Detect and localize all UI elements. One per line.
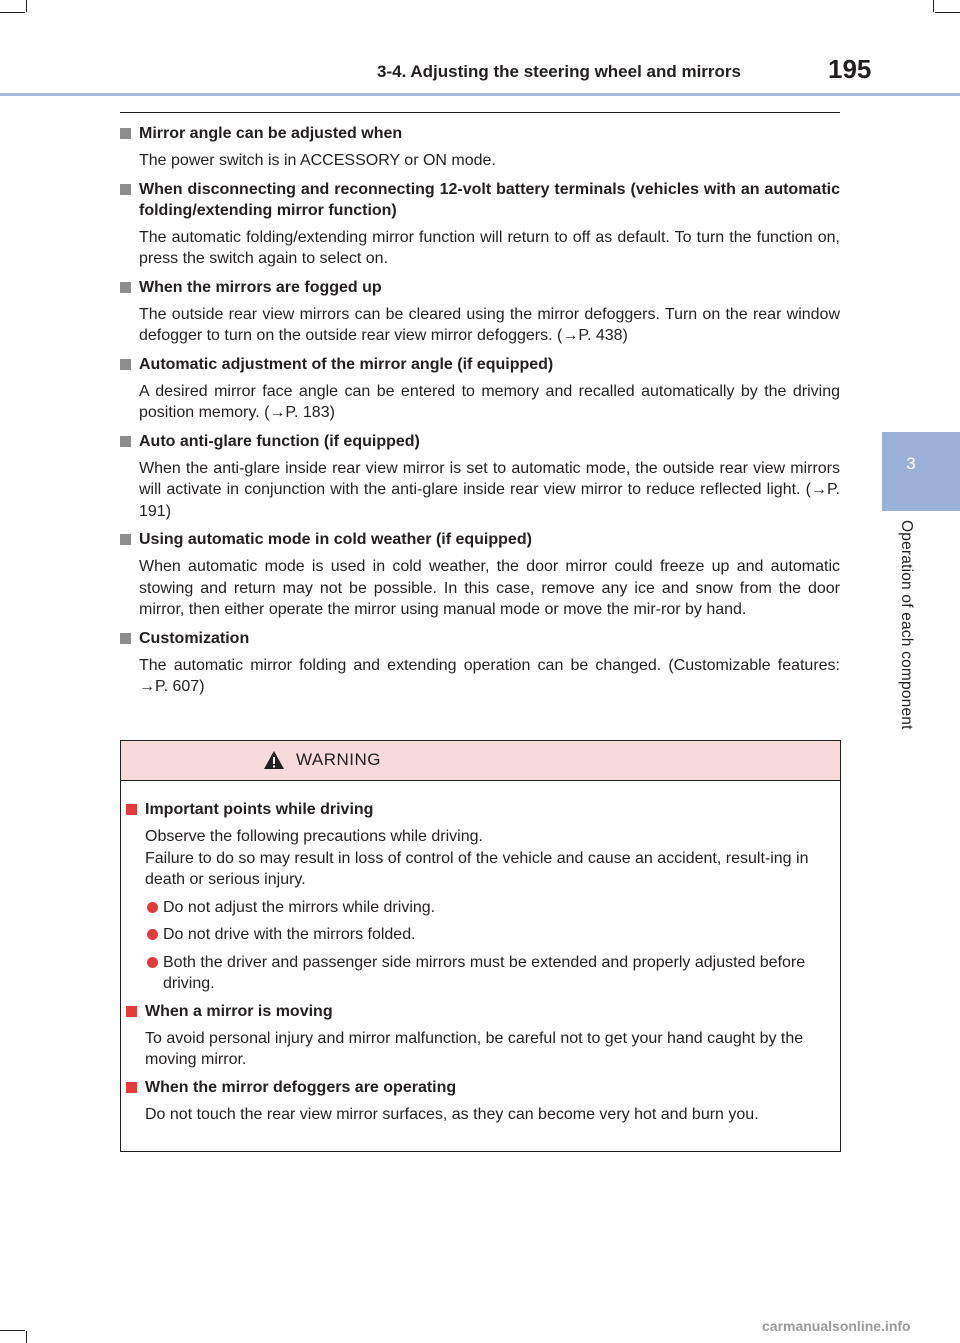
section — [120, 354, 840, 424]
warning-text: Do not touch the rear view mirror surfaces, as they can become very hot and burn you. — [145, 1105, 759, 1123]
warning-heading: When the mirror defoggers are operating — [126, 1077, 832, 1098]
chapter-tab — [882, 432, 960, 511]
square-bullet-icon — [120, 128, 131, 139]
crop-mark — [935, 12, 960, 13]
warning-title: WARNING — [296, 750, 382, 769]
crop-mark — [26, 0, 27, 12]
section — [120, 529, 840, 621]
square-bullet-icon — [120, 184, 131, 195]
warning-body — [121, 781, 840, 1125]
chapter-label: Operation of each component — [898, 520, 915, 730]
crop-mark — [26, 1331, 27, 1343]
warning-bullet: Do not drive with the mirrors folded. — [126, 924, 832, 946]
section-body: When automatic mode is used in cold weather, the door mirror could freeze up and automatic stowing and return may not be possible. In this case, remove any ice and snow from the door mirror, then either operate the mirror using manual mode or move the mir-ror by hand. — [139, 558, 840, 618]
warning-header — [121, 741, 840, 781]
warning-bullet: Both the driver and passenger side mirrors must be extended and properly adjusted before driving. — [126, 952, 832, 995]
section-body: A desired mirror face angle can be entered to memory and recalled automatically by the driving position memory. (→P. 183) — [139, 382, 840, 421]
square-bullet-icon — [120, 633, 131, 644]
watermark: carmanualsonline.info — [762, 1318, 911, 1334]
crop-mark — [0, 1330, 25, 1331]
crop-mark — [933, 0, 934, 12]
square-bullet-icon — [126, 804, 137, 815]
section-body: The power switch is in ACCESSORY or ON mode. — [139, 152, 496, 169]
round-bullet-icon — [147, 957, 158, 968]
section-heading: Auto anti-glare function (if equipped) — [120, 431, 840, 452]
section-heading: Mirror angle can be adjusted when — [120, 123, 840, 144]
top-rule — [120, 112, 840, 113]
section — [120, 431, 840, 523]
square-bullet-icon — [120, 359, 131, 370]
section — [120, 277, 840, 347]
section-heading: When disconnecting and reconnecting 12-volt battery terminals (vehicles with an automatic folding/extending mirror function) — [120, 179, 840, 221]
warning-text: To avoid personal injury and mirror malfunction, be careful not to get your hand caught by the moving mirror. — [145, 1029, 804, 1068]
round-bullet-icon — [147, 902, 158, 913]
warning-bullet: Do not adjust the mirrors while driving. — [126, 897, 832, 919]
warning-box — [120, 740, 841, 1152]
page-number: 195 — [828, 54, 872, 84]
section-body: The automatic folding/extending mirror function will return to off as default. To turn the function on, press the switch again to select on. — [139, 228, 840, 267]
warning-text: Observe the following precautions while driving. — [145, 828, 483, 845]
square-bullet-icon — [120, 534, 131, 545]
section-body: The outside rear view mirrors can be cleared using the mirror defoggers. Turn on the rear window defogger to turn on the outside rear view mirror defoggers. (→P. 438) — [139, 305, 840, 344]
warning-heading: Important points while driving — [126, 799, 832, 820]
square-bullet-icon — [120, 282, 131, 293]
main-content — [120, 123, 840, 705]
chapter-number: 3 — [906, 454, 916, 473]
warning-triangle-icon — [263, 750, 285, 770]
round-bullet-icon — [147, 929, 158, 940]
section — [120, 628, 840, 698]
square-bullet-icon — [120, 436, 131, 447]
crop-mark — [0, 12, 25, 13]
section-body: When the anti-glare inside rear view mirror is set to automatic mode, the outside rear view mirrors will activate in conjunction with the anti-glare inside rear view mirror to reduce reflected light. (→P. 191) — [139, 459, 840, 520]
section-heading: Automatic adjustment of the mirror angle (if equipped) — [120, 354, 840, 375]
chapter-label-wrap — [882, 520, 922, 780]
section-heading: Customization — [120, 628, 840, 649]
header-divider — [0, 93, 960, 96]
square-bullet-icon — [126, 1082, 137, 1093]
warning-heading: When a mirror is moving — [126, 1001, 832, 1022]
warning-text: Failure to do so may result in loss of control of the vehicle and cause an accident, result-ing in death or serious injury. — [145, 849, 809, 888]
section — [120, 123, 840, 172]
section — [120, 179, 840, 270]
section-heading: When the mirrors are fogged up — [120, 277, 840, 298]
section-heading: Using automatic mode in cold weather (if equipped) — [120, 529, 840, 550]
section-body: The automatic mirror folding and extending operation can be changed. (Customizable features: →P. 607) — [139, 656, 840, 695]
header-title: 3-4. Adjusting the steering wheel and mirrors — [377, 62, 741, 81]
square-bullet-icon — [126, 1006, 137, 1017]
